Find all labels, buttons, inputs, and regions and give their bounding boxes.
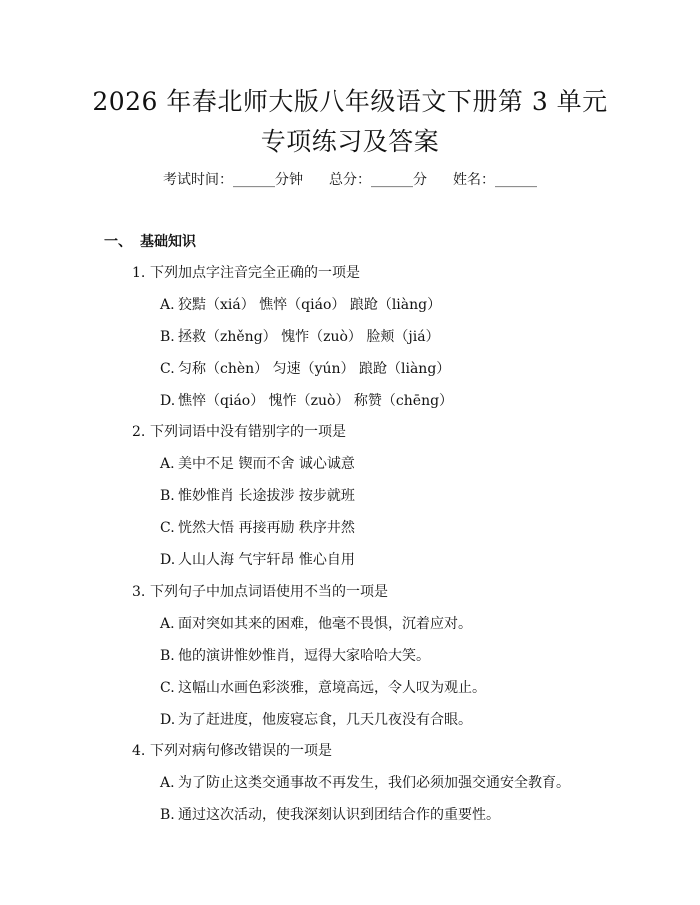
document-title-line-2: 专项练习及答案 (260, 127, 440, 156)
option-label: A. (160, 616, 175, 632)
option-label: A. (160, 456, 175, 472)
question-number: 2. (132, 424, 146, 440)
document-title-line-1: 2026 年春北师大版八年级语文下册第 3 单元 (92, 87, 608, 116)
option-label: D. (160, 393, 176, 409)
answer-option (160, 677, 486, 697)
option-text: 他的演讲惟妙惟肖，逗得大家哈哈大笑。 (178, 648, 430, 664)
question-text: 下列句子中加点词语使用不当的一项是 (150, 584, 388, 600)
option-label: A. (160, 775, 175, 791)
answer-option (160, 549, 355, 569)
option-text: 恍然大悟 再接再励 秩序井然 (178, 520, 355, 536)
option-label: C. (160, 520, 175, 536)
option-text: 狡黠（xiá） 憔悴（qiáo） 踉跄（liàng） (178, 297, 442, 313)
option-label: B. (160, 329, 175, 345)
answer-option (160, 485, 355, 505)
question-number: 4. (132, 743, 146, 759)
answer-option (160, 772, 570, 792)
answer-option (160, 453, 355, 473)
option-label: B. (160, 807, 175, 823)
question-text: 下列对病句修改错误的一项是 (150, 743, 332, 759)
option-text: 匀称（chèn） 匀速（yún） 踉跄（liàng） (178, 361, 451, 377)
question-stem (132, 581, 388, 601)
option-text: 憔悴（qiáo） 愧怍（zuò） 称赞（chēng） (178, 393, 454, 409)
option-label: C. (160, 680, 175, 696)
question-text: 下列词语中没有错别字的一项是 (150, 424, 346, 440)
question-stem (132, 262, 360, 282)
answer-option (160, 294, 441, 314)
option-text: 这幅山水画色彩淡雅，意境高远，令人叹为观止。 (178, 680, 486, 696)
section-heading (104, 231, 196, 251)
option-text: 美中不足 锲而不舍 诚心诚意 (178, 456, 355, 472)
question-number: 3. (132, 584, 146, 600)
exam-time-field: 考试时间：______分钟 (163, 172, 303, 188)
answer-option (160, 709, 472, 729)
option-label: D. (160, 712, 176, 728)
section-title: 基础知识 (140, 234, 196, 250)
answer-option (160, 358, 450, 378)
option-label: C. (160, 361, 175, 377)
answer-option (160, 804, 500, 824)
option-label: B. (160, 648, 175, 664)
option-text: 面对突如其来的困难，他毫不畏惧，沉着应对。 (178, 616, 472, 632)
question-number: 1. (132, 265, 146, 281)
total-score-field: 总分：______分 (329, 172, 427, 188)
option-label: B. (160, 488, 175, 504)
option-text: 为了防止这类交通事故不再发生，我们必须加强交通安全教育。 (178, 775, 570, 791)
question-stem (132, 740, 332, 760)
exam-info-bar (0, 169, 700, 189)
option-label: D. (160, 552, 176, 568)
option-text: 人山人海 气宇轩昂 惟心自用 (178, 552, 355, 568)
question-text: 下列加点字注音完全正确的一项是 (150, 265, 360, 281)
student-name-field: 姓名：______ (453, 172, 537, 188)
option-label: A. (160, 297, 175, 313)
answer-option (160, 517, 355, 537)
answer-option (160, 613, 472, 633)
option-text: 惟妙惟肖 长途拔涉 按步就班 (178, 488, 355, 504)
option-text: 拯救（zhěng） 愧怍（zuò） 脸颊（jiá） (178, 329, 440, 345)
answer-option (160, 326, 440, 346)
answer-option (160, 645, 430, 665)
question-stem (132, 421, 346, 441)
section-number: 一、 (104, 234, 132, 250)
option-text: 为了赶进度，他废寝忘食，几天几夜没有合眼。 (178, 712, 472, 728)
option-text: 通过这次活动，使我深刻认识到团结合作的重要性。 (178, 807, 500, 823)
answer-option (160, 390, 453, 410)
